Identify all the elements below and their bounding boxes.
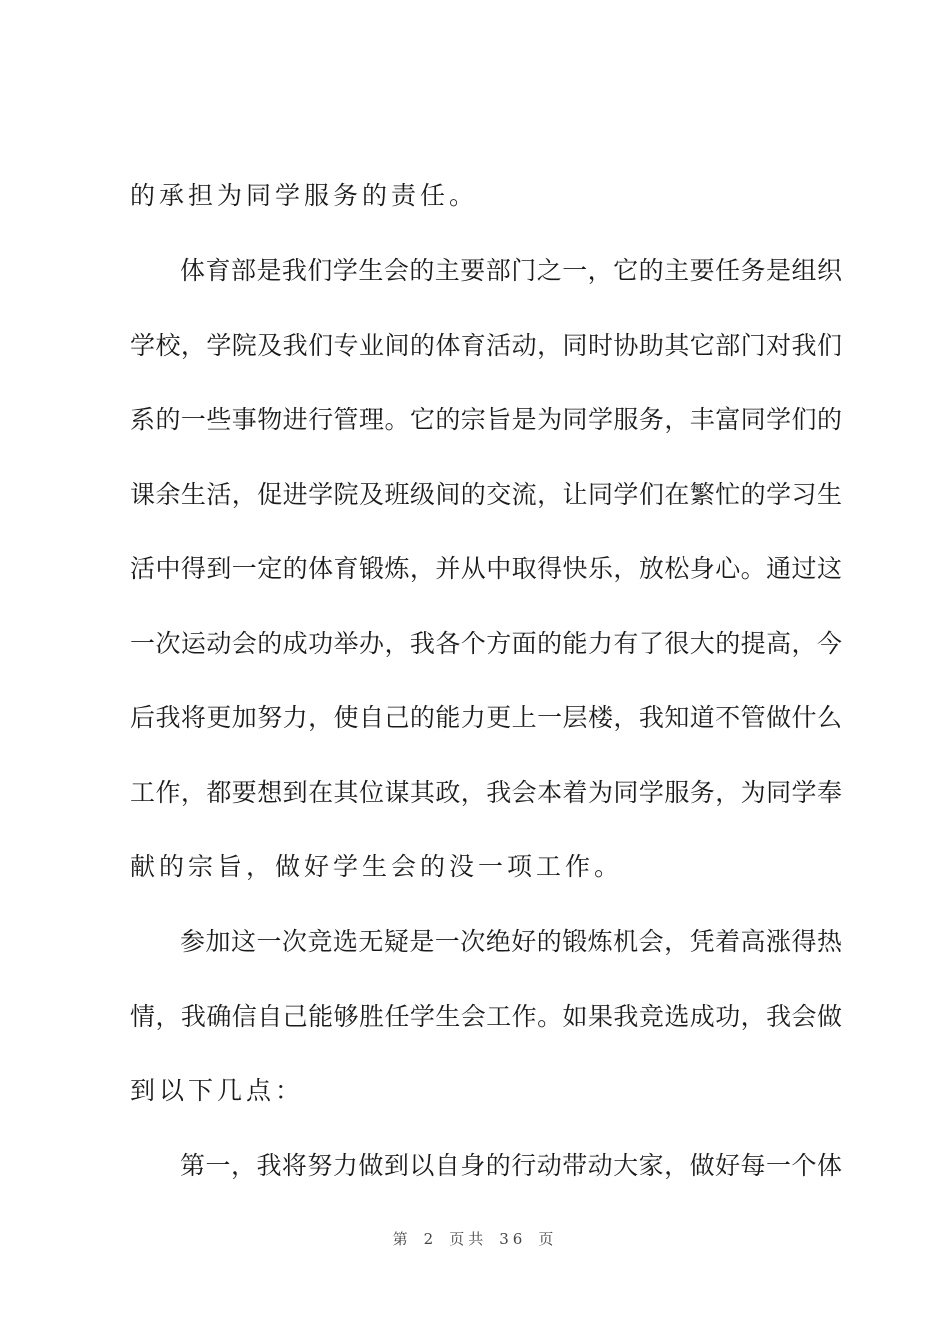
footer-suffix: 页 <box>538 1230 558 1248</box>
text-line: 后我将更加努力，使自己的能力更上一层楼，我知道不管做什么 <box>130 703 842 732</box>
paragraph-first-line: 第一，我将努力做到以自身的行动带动大家，做好每一个体 <box>180 1151 842 1180</box>
text-line: 系的一些事物进行管理。它的宗旨是为同学服务，丰富同学们的 <box>130 405 842 434</box>
text-line: 到以下几点： <box>130 1076 305 1105</box>
footer-page-number: 2 <box>423 1230 438 1248</box>
footer-middle: 页共 <box>449 1230 488 1248</box>
text-line: 活中得到一定的体育锻炼，并从中取得快乐，放松身心。通过这 <box>130 554 842 583</box>
page-footer <box>0 1228 950 1250</box>
footer-prefix: 第 <box>392 1230 412 1248</box>
paragraph-first-line: 参加这一次竞选无疑是一次绝好的锻炼机会，凭着高涨得热 <box>180 927 842 956</box>
paragraph-first-line: 体育部是我们学生会的主要部门之一，它的主要任务是组织 <box>180 256 842 285</box>
text-line: 学校，学院及我们专业间的体育活动，同时协助其它部门对我们 <box>130 331 842 360</box>
text-line: 的承担为同学服务的责任。 <box>130 181 479 210</box>
footer-total-pages: 36 <box>499 1230 527 1248</box>
text-line: 课余生活，促进学院及班级间的交流，让同学们在繁忙的学习生 <box>130 480 842 509</box>
text-line: 情，我确信自己能够胜任学生会工作。如果我竞选成功，我会做 <box>130 1002 842 1031</box>
text-line: 工作，都要想到在其位谋其政，我会本着为同学服务，为同学奉 <box>130 778 842 807</box>
text-line: 献的宗旨，做好学生会的没一项工作。 <box>130 852 624 881</box>
text-line: 一次运动会的成功举办，我各个方面的能力有了很大的提高，今 <box>130 629 842 658</box>
